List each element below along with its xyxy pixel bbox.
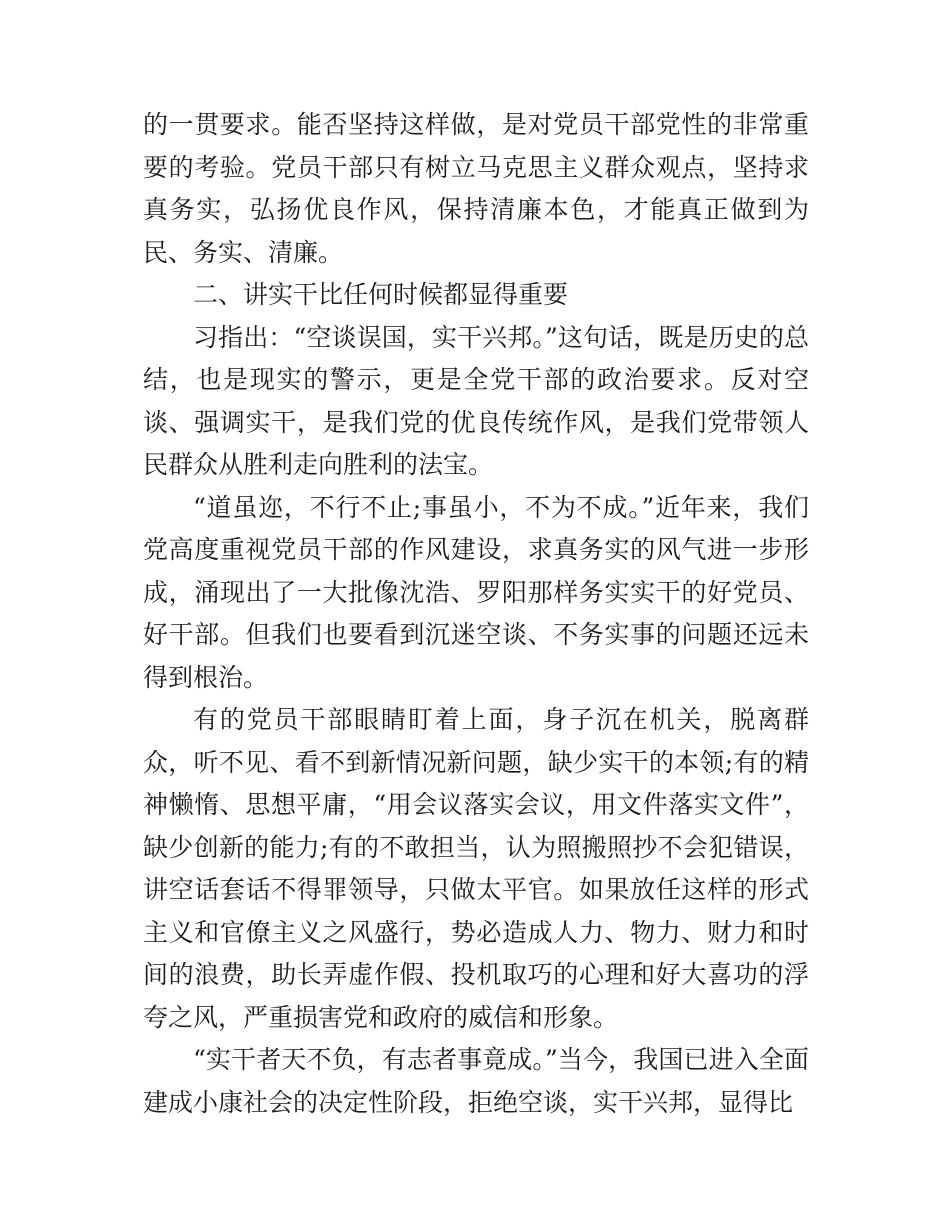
body-paragraph-continuation: 的一贯要求。能否坚持这样做，是对党员干部党性的非常重要的考验。党员干部只有树立马克思主义群众观点，坚持求真务实，弘扬优良作风，保持清廉本色，才能真正做到为民、务实、清廉。 [143,110,809,267]
body-paragraph: “实干者天不负，有志者事竟成。”当今，我国已进入全面建成小康社会的决定性阶段，拒绝空谈，实干兴邦，显得比 [143,1045,809,1117]
body-paragraph: 有的党员干部眼睛盯着上面，身子沉在机关，脱离群众，听不见、看不到新情况新问题，缺少实干的本领;有的精神懒惰、思想平庸，“用会议落实会议，用文件落实文件”，缺少创新的能力;有的不敢担当，认为照搬照抄不会犯错误，讲空话套话不得罪领导，只做太平官。如果放任这样的形式主义和官僚主义之风盛行，势必造成人力、物力、财力和时间的浪费，助长弄虚作假、投机取巧的心理和好大喜功的浮夸之风，严重损害党和政府的威信和形象。 [143,705,809,1032]
body-paragraph: “道虽迩，不行不止;事虽小，不为不成。”近年来，我们党高度重视党员干部的作风建设，求真务实的风气进一步形成，涌现出了一大批像沈浩、罗阳那样务实实干的好党员、好干部。但我们也要看到沉迷空谈、不务实事的问题还远未得到根治。 [143,492,809,692]
document-body [143,104,809,1124]
body-paragraph: 习指出：“空谈误国，实干兴邦。”这句话，既是历史的总结，也是现实的警示，更是全党干部的政治要求。反对空谈、强调实干，是我们党的优良传统作风，是我们党带领人民群众从胜利走向胜利的法宝。 [143,322,809,479]
section-heading: 二、讲实干比任何时候都显得重要 [193,280,569,309]
